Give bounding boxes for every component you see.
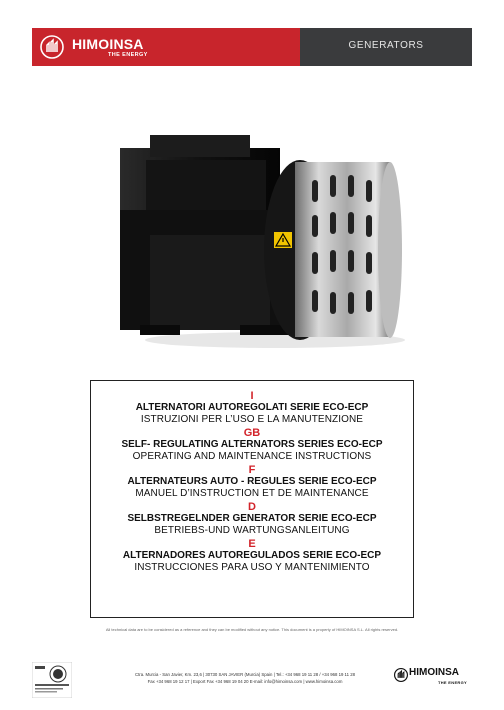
lang-title: ALTERNATORI AUTOREGOLATI SERIE ECO-ECP: [135, 402, 369, 413]
footer-logo: [392, 666, 482, 690]
lang-code: I: [250, 390, 254, 402]
section-band: [300, 28, 472, 66]
footer-brand: HIMOINSA: [409, 667, 459, 678]
address-line: Ctra. Murcia - San Javier, Km. 23,6 | 30730 SAN JAVIER (Murcia) Spain | Tel.: +34 968 19 11 28 / +34 968 19 11 28: [135, 672, 355, 677]
lang-subtitle: BETRIEBS-UND WARTUNGSANLEITUNG: [154, 525, 350, 536]
page-header: [32, 28, 472, 66]
lang-block-gb: [91, 427, 413, 463]
brand-band: [32, 28, 300, 66]
lang-block-es: [91, 538, 413, 574]
lang-block-de: [91, 501, 413, 537]
address-line: Fax +34 968 19 12 17 | Export Fax +34 968 19 04 20 E-mail: info@himoinsa.com | www.himoinsa.com: [147, 679, 343, 684]
lang-title: SELBSTREGELNDER GENERATOR SERIE ECO-ECP: [127, 513, 377, 524]
warning-icon: [274, 232, 292, 248]
alternator-image: [90, 100, 410, 350]
disclaimer-text: All technical data are to be considered as a reference and they can be modified without any notice. This document is a property of HIMOINSA S.L. All rights reserved.: [105, 627, 399, 632]
lang-subtitle: MANUEL D’INSTRUCTION ET DE MAINTENANCE: [135, 488, 369, 499]
brand-name: HIMOINSA: [72, 36, 144, 52]
lang-code: D: [248, 501, 256, 513]
lang-block-it: [91, 390, 413, 426]
lang-subtitle: OPERATING AND MAINTENANCE INSTRUCTIONS: [132, 451, 372, 462]
lang-block-fr: [91, 464, 413, 500]
lang-subtitle: ISTRUZIONI PER L’USO E LA MANUTENZIONE: [140, 414, 364, 425]
lang-title: ALTERNADORES AUTOREGULADOS SERIE ECO-ECP: [122, 550, 382, 561]
certification-seal-icon: [32, 662, 72, 698]
section-label: GENERATORS: [348, 40, 424, 51]
lang-title: SELF- REGULATING ALTERNATORS SERIES ECO-ECP: [121, 439, 383, 450]
lang-code: F: [248, 464, 256, 476]
lang-code: E: [248, 538, 256, 550]
himoinsa-logo-icon: [40, 35, 64, 59]
footer-tagline: THE ENERGY: [438, 680, 468, 685]
himoinsa-logo-icon: [394, 668, 408, 682]
lang-code: GB: [243, 427, 261, 439]
brand-tagline: THE ENERGY: [108, 52, 148, 58]
manual-title-box: [90, 380, 414, 618]
lang-subtitle: INSTRUCCIONES PARA USO Y MANTENIMIENTO: [134, 562, 370, 573]
lang-title: ALTERNATEURS AUTO - REGULES SERIE ECO-ECP: [127, 476, 377, 487]
footer-address: [100, 671, 390, 685]
